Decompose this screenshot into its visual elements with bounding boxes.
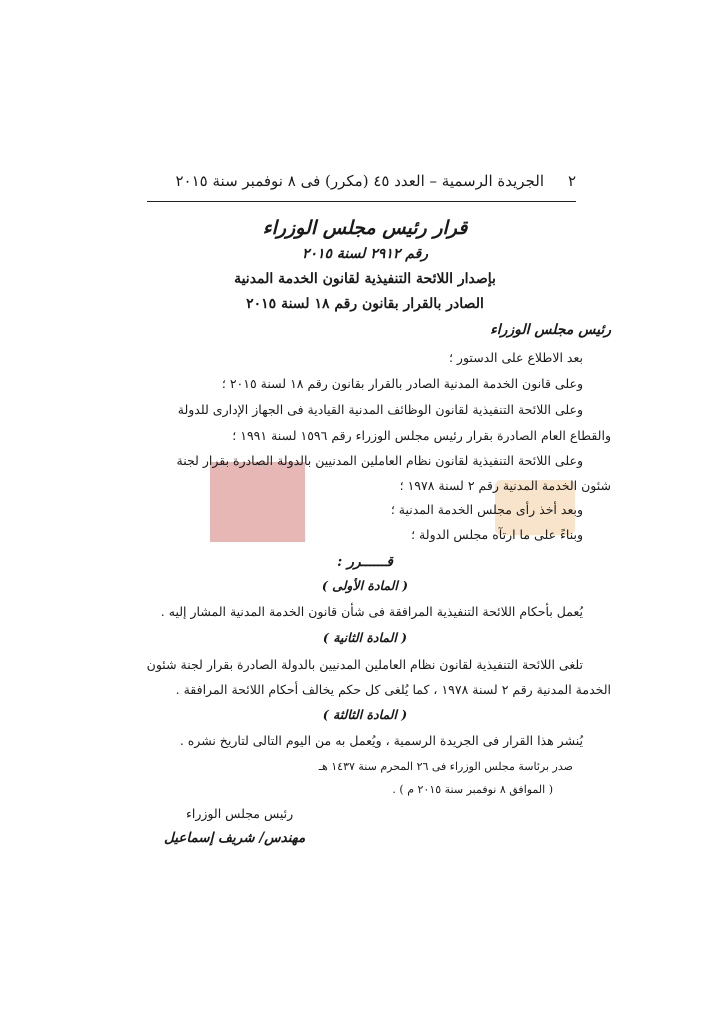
decree-subject-2: الصادر بالقرار بقانون رقم ١٨ لسنة ٢٠١٥: [246, 296, 484, 312]
article-1-title: ( المادة الأولى ): [321, 578, 409, 593]
preamble-p5: وبعد أخذ رأى مجلس الخدمة المدنية ؛: [390, 502, 583, 517]
article-3-title: ( المادة الثالثة ): [322, 707, 408, 722]
decree-number: رقم ٢٩١٢ لسنة ٢٠١٥: [301, 246, 429, 262]
header-rule: [147, 201, 576, 202]
article-2-text-a: تلغى اللائحة التنفيذية لقانون نظام العاملين المدنيين بالدولة الصادرة بقرار لجنة شئون: [146, 657, 583, 672]
signature-name: مهندس/ شريف إسماعيل: [164, 830, 306, 846]
decree-title: قرار رئيس مجلس الوزراء: [262, 217, 468, 239]
preamble-p4b: شئون الخدمة المدنية رقم ٢ لسنة ١٩٧٨ ؛: [399, 478, 611, 493]
preamble-heading: رئيس مجلس الوزراء: [490, 322, 611, 338]
article-3-text: يُنشر هذا القرار فى الجريدة الرسمية ، ويُعمل به من اليوم التالى لتاريخ نشره .: [179, 733, 583, 748]
watermark-logo: [210, 462, 305, 542]
article-1-text: يُعمل بأحكام اللائحة التنفيذية المرافقة فى شأن قانون الخدمة المدنية المشار إليه .: [160, 604, 583, 619]
article-2-title: ( المادة الثانية ): [322, 630, 408, 645]
preamble-p2: وعلى قانون الخدمة المدنية الصادر بالقرار بقانون رقم ١٨ لسنة ٢٠١٥ ؛: [221, 376, 583, 391]
preamble-p6: وبناءً على ما ارتآه مجلس الدولة ؛: [411, 527, 583, 542]
preamble-p3a: وعلى اللائحة التنفيذية لقانون الوظائف المدنية القيادية فى الجهاز الإدارى للدولة: [177, 402, 583, 417]
issued-line-2: ( الموافق ٨ نوفمبر سنة ٢٠١٥ م ) .: [392, 783, 553, 796]
page-number: ٢: [567, 172, 576, 190]
preamble-p4a: وعلى اللائحة التنفيذية لقانون نظام العاملين المدنيين بالدولة الصادرة بقرار لجنة: [176, 453, 583, 468]
issued-line-1: صدر برئاسة مجلس الوزراء فى ٢٦ المحرم سنة ١٤٣٧ هـ: [318, 760, 573, 773]
decree-subject: بإصدار اللائحة التنفيذية لقانون الخدمة المدنية: [234, 271, 496, 287]
article-2-text-b: الخدمة المدنية رقم ٢ لسنة ١٩٧٨ ، كما يُلغى كل حكم يخالف أحكام اللائحة المرافقة .: [175, 682, 611, 697]
preamble-p3b: والقطاع العام الصادرة بقرار رئيس مجلس الوزراء رقم ١٥٩٦ لسنة ١٩٩١ ؛: [232, 428, 611, 443]
signature-role: رئيس مجلس الوزراء: [186, 806, 294, 821]
header-text: الجريدة الرسمية – العدد ٤٥ (مكرر) فى ٨ نوفمبر سنة ٢٠١٥: [175, 172, 544, 190]
preamble-p1: بعد الاطلاع على الدستور ؛: [448, 350, 583, 365]
decision-heading: قــــــرر :: [337, 554, 393, 570]
